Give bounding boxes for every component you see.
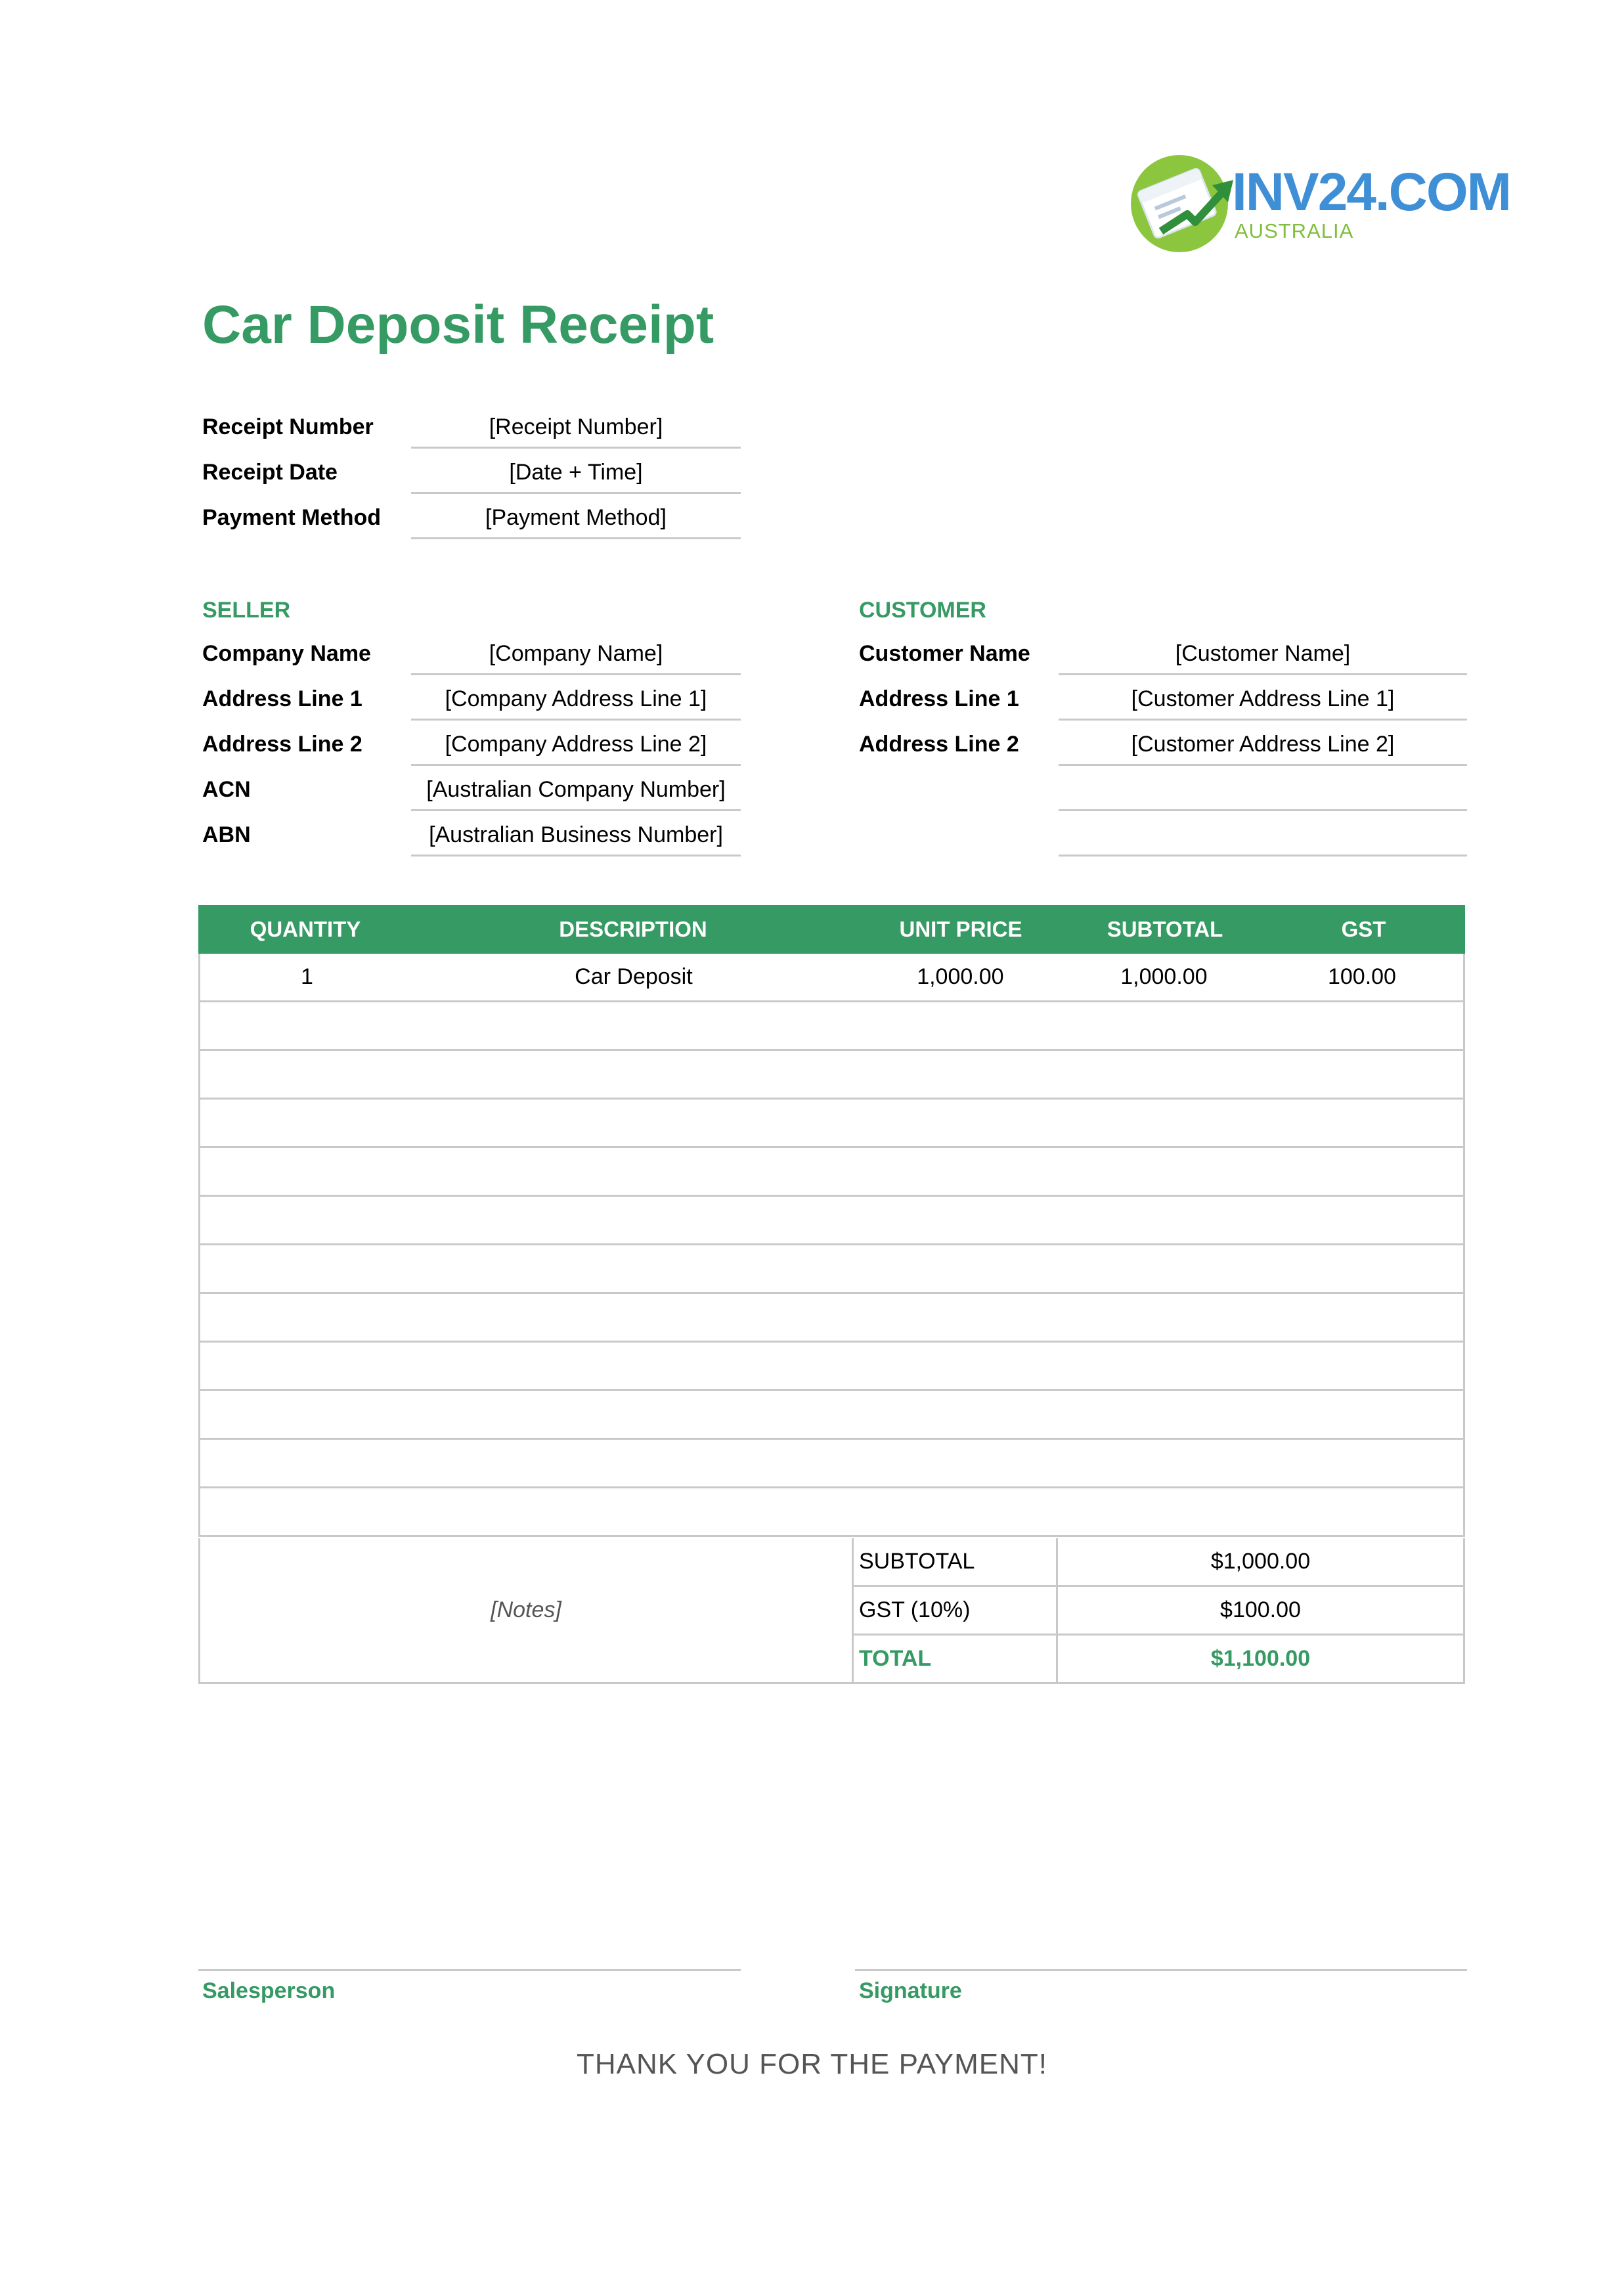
cell-quantity: 1 [301, 964, 313, 989]
table-row [200, 1148, 1463, 1197]
gst-label: GST (10%) [854, 1587, 1058, 1634]
seller-acn-value: [Australian Company Number] [411, 768, 741, 811]
table-row [200, 1197, 1463, 1245]
subtotal-value: $1,000.00 [1210, 1549, 1311, 1574]
salesperson-label: Salesperson [202, 1978, 336, 2003]
table-row [200, 1391, 1463, 1440]
salesperson-line [198, 1969, 741, 1971]
customer-name-label: Customer Name [859, 641, 1030, 666]
seller-address2-label: Address Line 2 [202, 732, 362, 757]
gst-value: $100.00 [1220, 1597, 1301, 1622]
cell-unit-price: 1,000.00 [917, 964, 1004, 989]
seller-acn-label: ACN [202, 777, 251, 802]
cell-subtotal: 1,000.00 [1120, 964, 1208, 989]
logo-subtitle: AUSTRALIA [1235, 219, 1354, 242]
cell-description: Car Deposit [575, 964, 693, 989]
seller-address2-value: [Company Address Line 2] [411, 723, 741, 766]
receipt-date-value: [Date + Time] [411, 451, 741, 494]
items-table-header [198, 905, 1465, 954]
customer-address2-value: [Customer Address Line 2] [1059, 723, 1467, 766]
header-gst: GST [1341, 917, 1386, 941]
totals-table [854, 1538, 1463, 1684]
totals-section [198, 1538, 1465, 1684]
seller-company-name-label: Company Name [202, 641, 371, 666]
payment-method-value: [Payment Method] [411, 496, 741, 539]
table-row [200, 1294, 1463, 1343]
total-value: $1,100.00 [1210, 1646, 1311, 1671]
signature-line [855, 1969, 1467, 1971]
receipt-number-value: [Receipt Number] [411, 405, 741, 449]
cell-gst: 100.00 [1327, 964, 1396, 989]
customer-address1-label: Address Line 1 [859, 686, 1019, 711]
customer-address1-value: [Customer Address Line 1] [1059, 677, 1467, 721]
customer-blank-line [1059, 768, 1467, 811]
signature-label: Signature [859, 1978, 962, 2003]
receipt-number-label: Receipt Number [202, 414, 374, 439]
seller-address1-value: [Company Address Line 1] [411, 677, 741, 721]
header-description: DESCRIPTION [559, 917, 707, 941]
seller-abn-value: [Australian Business Number] [411, 813, 741, 857]
gst-row [854, 1587, 1463, 1636]
header-quantity: QUANTITY [250, 917, 361, 941]
customer-name-value: [Customer Name] [1059, 632, 1467, 675]
header-subtotal: SUBTOTAL [1107, 917, 1223, 941]
table-row [200, 1440, 1463, 1488]
logo-text: INV24.COM [1232, 162, 1510, 222]
total-row [854, 1636, 1463, 1684]
table-row [200, 1100, 1463, 1148]
total-label: TOTAL [854, 1636, 1058, 1684]
footer-thank-you: THANK YOU FOR THE PAYMENT! [576, 2048, 1048, 2080]
table-row [200, 954, 1463, 1002]
receipt-date-label: Receipt Date [202, 460, 338, 485]
customer-title: CUSTOMER [859, 598, 986, 623]
subtotal-row [854, 1538, 1463, 1587]
payment-method-label: Payment Method [202, 505, 382, 530]
seller-company-name-value: [Company Name] [411, 632, 741, 675]
page-title: Car Deposit Receipt [202, 295, 714, 355]
notes: [Notes] [200, 1538, 854, 1682]
customer-blank-line [1059, 813, 1467, 857]
table-row [200, 1343, 1463, 1391]
table-row [200, 1245, 1463, 1294]
header-unit-price: UNIT PRICE [899, 917, 1022, 941]
items-table-body [198, 954, 1465, 1537]
seller-address1-label: Address Line 1 [202, 686, 362, 711]
seller-abn-label: ABN [202, 822, 251, 847]
table-row [200, 1488, 1463, 1537]
table-row [200, 1051, 1463, 1100]
table-row [200, 1002, 1463, 1051]
customer-address2-label: Address Line 2 [859, 732, 1019, 757]
items-table [198, 905, 1465, 1537]
subtotal-label: SUBTOTAL [854, 1538, 1058, 1585]
seller-title: SELLER [202, 598, 291, 623]
